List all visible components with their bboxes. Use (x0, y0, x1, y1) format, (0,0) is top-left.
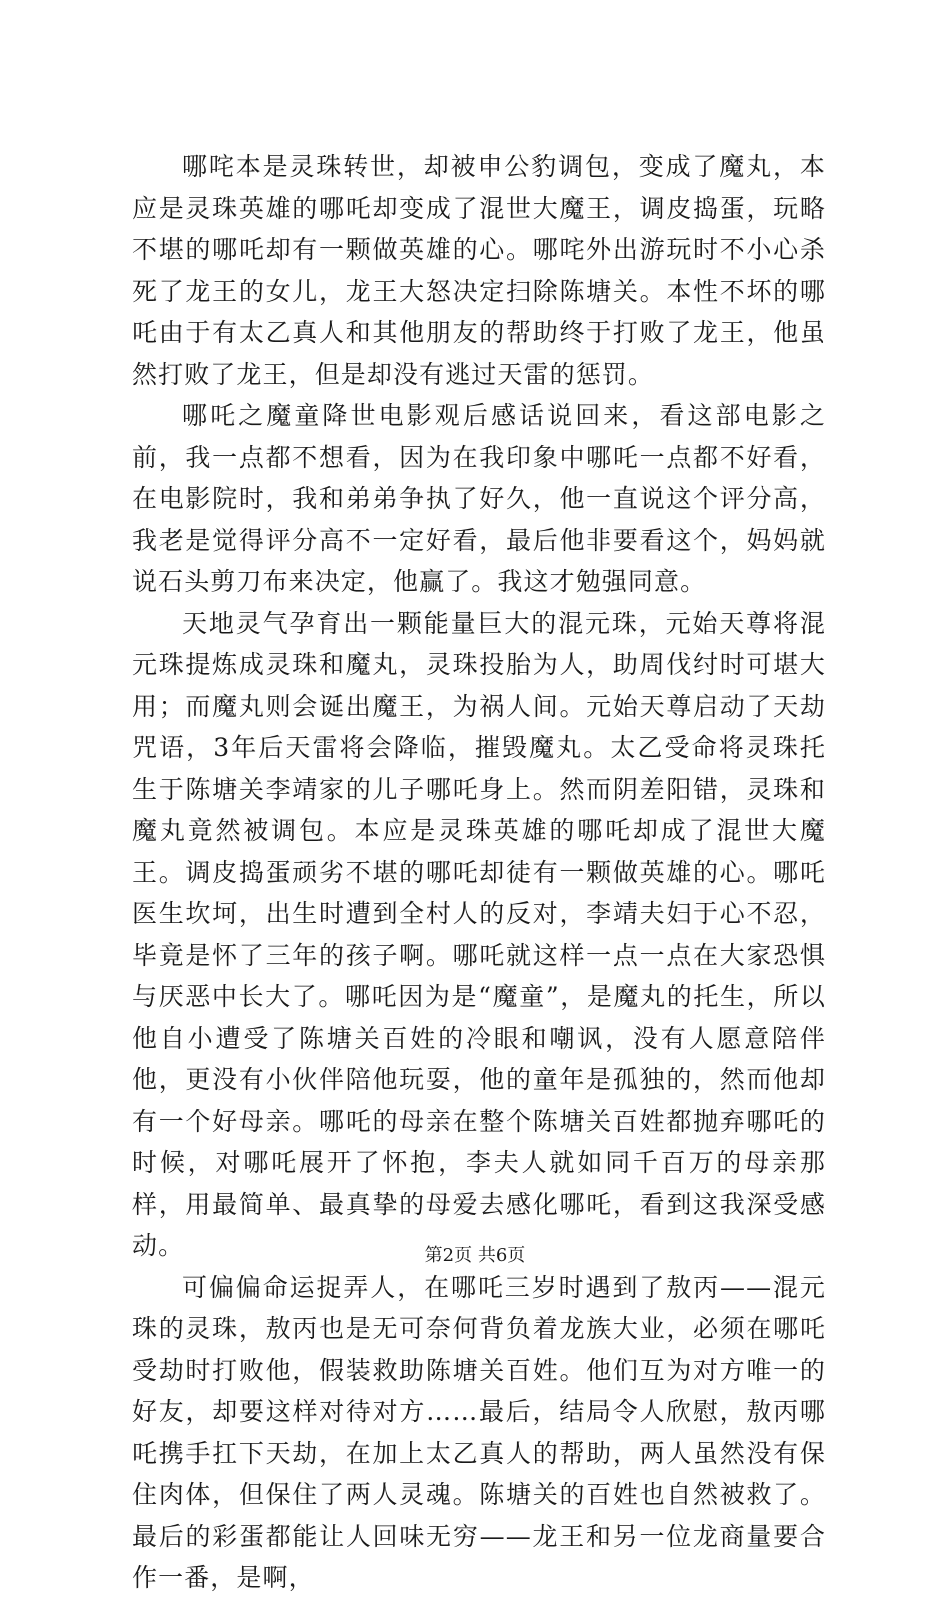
page-footer (0, 1241, 950, 1267)
paragraph-4: 可偏偏命运捉弄人，在哪吒三岁时遇到了敖丙——混元珠的灵珠，敖丙也是无可奈何背负着龙族大业，必须在哪吒受劫时打败他，假装救助陈塘关百姓。他们互为对方唯一的好友，却要这样对待对方……最后，结局令人欣慰，敖丙哪吒携手扛下天劫，在加上太乙真人的帮助，两人虽然没有保住肉体，但保住了两人灵魂。陈塘关的百姓也自然被救了。最后的彩蛋都能让人回味无穷——龙王和另一位龙商量要合作一番，是啊， (132, 1272, 826, 1592)
page-number-label: 第2页 共6页 (424, 1245, 526, 1266)
paragraph-2: 哪吒之魔童降世电影观后感话说回来，看这部电影之前，我一点都不想看，因为在我印象中哪吒一点都不好看，在电影院时，我和弟弟争执了好久，他一直说这个评分高，我老是觉得评分高不一定好看，最后他非要看这个，妈妈就说石头剪刀布来决定，他赢了。我这才勉强同意。 (132, 401, 826, 596)
paragraph-1: 哪咤本是灵珠转世，却被申公豹调包，变成了魔丸，本应是灵珠英雄的哪吒却变成了混世大魔王，调皮捣蛋，玩略不堪的哪吒却有一颗做英雄的心。哪咤外出游玩时不小心杀死了龙王的女儿，龙王大怒决定扫除陈塘关。本性不坏的哪吒由于有太乙真人和其他朋友的帮助终于打败了龙王，他虽然打败了龙王，但是却没有逃过天雷的惩罚。 (132, 152, 826, 389)
document-body (132, 146, 826, 1599)
paragraph-3: 天地灵气孕育出一颗能量巨大的混元珠，元始天尊将混元珠提炼成灵珠和魔丸，灵珠投胎为人，助周伐纣时可堪大用；而魔丸则会诞出魔王，为祸人间。元始天尊启动了天劫咒语，3年后天雷将会降临，摧毁魔丸。太乙受命将灵珠托生于陈塘关李靖家的儿子哪吒身上。然而阴差阳错，灵珠和魔丸竟然被调包。本应是灵珠英雄的哪吒却成了混世大魔王。调皮捣蛋顽劣不堪的哪吒却徒有一颗做英雄的心。哪吒医生坎坷，出生时遭到全村人的反对，李靖夫妇于心不忍，毕竟是怀了三年的孩子啊。哪吒就这样一点一点在大家恐惧与厌恶中长大了。哪吒因为是“魔童”，是魔丸的托生，所以他自小遭受了陈塘关百姓的冷眼和嘲讽，没有人愿意陪伴他，更没有小伙伴陪他玩耍，他的童年是孤独的，然而他却有一个好母亲。哪吒的母亲在整个陈塘关百姓都抛弃哪吒的时候，对哪吒展开了怀抱，李夫人就如同千百万的母亲那样，用最简单、最真挚的母爱去感化哪吒，看到这我深受感动。 (132, 608, 826, 1260)
